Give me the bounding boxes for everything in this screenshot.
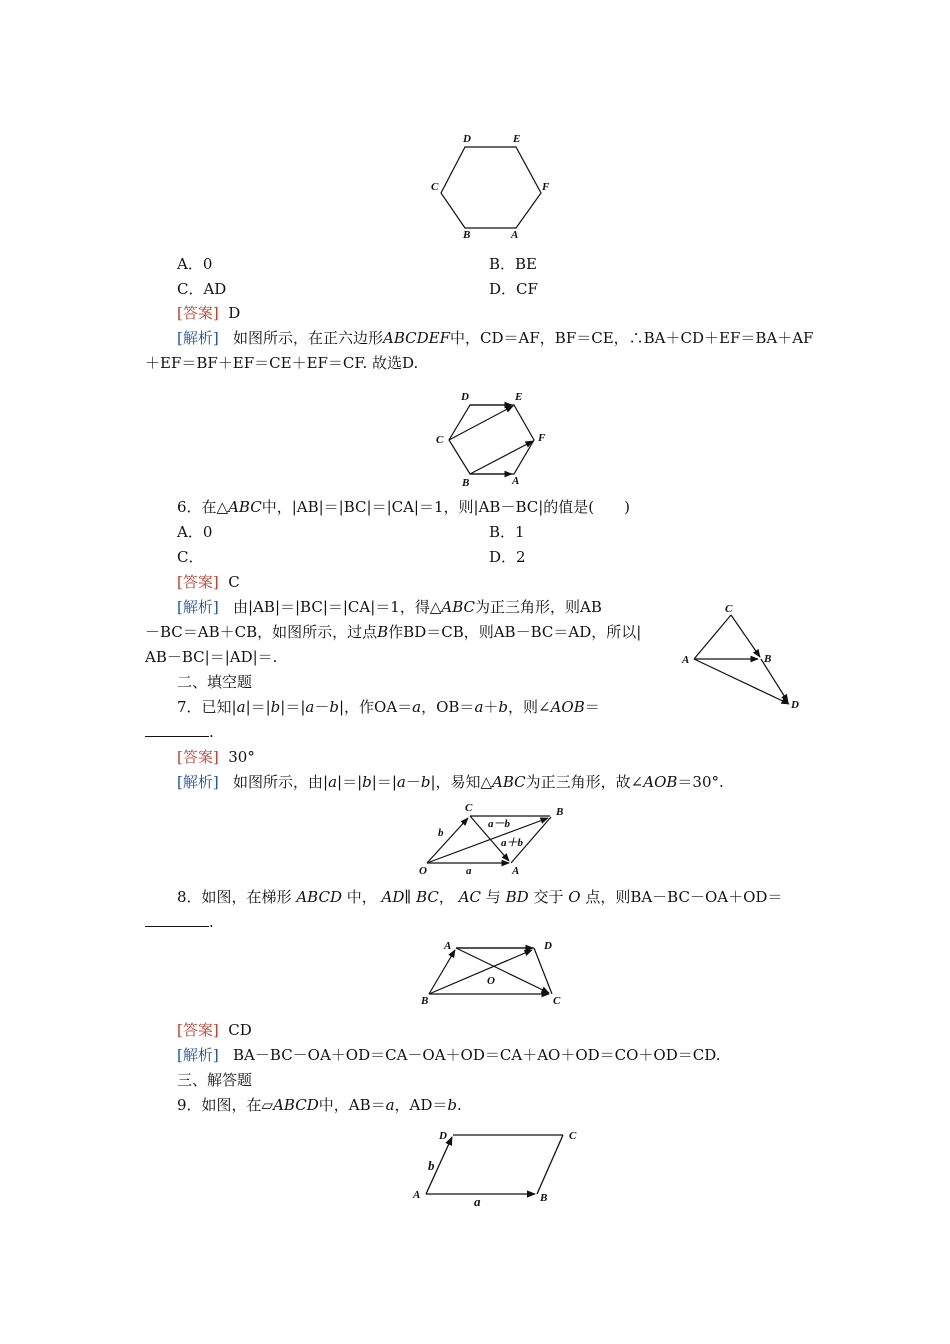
section-solutions: 三、解答题 <box>177 1071 253 1089</box>
trap-label-O: O <box>487 975 495 987</box>
hex1-label-C: C <box>431 181 439 193</box>
explanation-text: 作BD＝CB，则AB－BC＝AD，所以| <box>388 623 642 641</box>
q6-stem-text: 6．在△ <box>177 498 229 516</box>
answer-value: D <box>228 304 241 322</box>
par-label-b: b <box>438 827 444 839</box>
hex2-label-E: E <box>515 391 523 403</box>
q6-stem-text: 中，|AB|＝|BC|＝|CA|＝1，则|AB－BC|的值是( ) <box>261 498 630 516</box>
hex1-label-A: A <box>511 229 519 241</box>
par-label-C: C <box>465 802 473 814</box>
explanation-tag: [解析] <box>177 598 219 616</box>
tri-label-D: D <box>791 699 799 711</box>
para2-label-C: C <box>569 1130 577 1142</box>
side-BC <box>537 1135 563 1194</box>
tri-label-B: B <box>764 653 772 665</box>
tri-label-A: A <box>682 654 690 666</box>
section-fill-blank: 二、填空题 <box>177 673 253 691</box>
trap-label-D: D <box>544 940 552 952</box>
q5-option-b: B．BE <box>489 255 537 273</box>
q5-explanation-line2: ＋EF＝BF＋EF＝CE＋EF＝CF. 故选D. <box>145 354 419 372</box>
trap-label-B: B <box>421 995 429 1007</box>
explanation-var: ABC <box>441 598 476 616</box>
explanation-text: 为正三角形，则AB <box>475 598 602 616</box>
para2-label-D: D <box>439 1130 447 1142</box>
explanation-text: 如图所示，在正六边形 <box>233 329 384 347</box>
explanation-var: ABCDEF <box>383 329 451 347</box>
par-label-A: A <box>512 865 520 877</box>
trap-label-C: C <box>553 995 561 1007</box>
answer-tag: [答案] <box>177 304 219 322</box>
explanation-tag: [解析] <box>177 329 219 347</box>
par-label-a-plus-b: a＋b <box>501 837 523 849</box>
q9-stem: 9．如图，在▱ABCD中，AB＝a，AD＝b. <box>177 1096 462 1114</box>
hex2-label-A: A <box>512 475 520 487</box>
explanation-text: 由|AB|＝|BC|＝|CA|＝1，得△ <box>233 598 442 616</box>
q6-option-d: D．2 <box>489 548 526 566</box>
q7-stem: 7．已知|a|＝|b|＝|a－b|，作OA＝a，OB＝a＋b，则∠AOB＝ <box>177 698 600 716</box>
hex2-label-C: C <box>436 434 444 446</box>
explanation-var: B <box>377 623 389 641</box>
para2-label-A: A <box>413 1189 421 1201</box>
answer-value: 30° <box>228 748 255 766</box>
explanation-tag: [解析] <box>177 773 219 791</box>
answer-tag: [答案] <box>177 573 219 591</box>
explanation-tag: [解析] <box>177 1046 219 1064</box>
q6-option-c: C． <box>177 548 204 566</box>
hex1-label-D: D <box>463 133 471 145</box>
par-label-B: B <box>556 806 564 818</box>
par-label-O: O <box>419 865 427 877</box>
hex2-label-D: D <box>461 391 469 403</box>
q6-explanation-line3: AB－BC|＝|AD|＝. <box>145 648 278 666</box>
q6-option-b: B．1 <box>489 523 525 541</box>
hex2-label-F: F <box>538 432 546 444</box>
par-label-a-minus-b: a－b <box>488 818 510 830</box>
hex1-label-E: E <box>513 133 521 145</box>
q5-option-a: A．0 <box>177 255 213 273</box>
hex1-label-B: B <box>463 229 471 241</box>
q7-blank-line: . <box>145 722 214 742</box>
par-label-a: a <box>466 865 472 877</box>
explanation-text: －BC＝AB＋CB，如图所示，过点 <box>145 623 378 641</box>
para2-label-a: a <box>474 1194 481 1209</box>
q6-stem-var: ABC <box>228 498 262 516</box>
answer-tag: [答案] <box>177 1021 219 1039</box>
answer-value: C <box>228 573 240 591</box>
explanation-text: 中，CD＝AF，BF＝CE，∴BA＋CD＋EF＝BA＋AF <box>450 329 814 347</box>
para2-label-b: b <box>428 1158 435 1173</box>
q5-option-c: C．AD <box>177 280 227 298</box>
tri-label-C: C <box>725 603 733 615</box>
q8-stem: 8．如图，在梯形 ABCD 中， AD∥ BC， AC 与 BD 交于 O 点，则BA－BC－OA＋OD＝ <box>177 888 783 906</box>
q7-explanation: [解析] 如图所示，由|a|＝|b|＝|a－b|，易知△ABC为正三角形，故∠AOB＝30°. <box>177 773 724 791</box>
q6-option-a: A．0 <box>177 523 213 541</box>
trap-label-A: A <box>444 940 452 952</box>
para2-label-B: B <box>540 1192 548 1204</box>
q5-option-d: D．CF <box>489 280 538 298</box>
answer-tag: [答案] <box>177 748 219 766</box>
q8-blank-line: . <box>145 912 214 932</box>
answer-value: CD <box>228 1021 252 1039</box>
hex2-label-B: B <box>462 477 470 489</box>
hex1-label-F: F <box>542 181 550 193</box>
explanation-text: BA－BC－OA＋OD＝CA－OA＋OD＝CA＋AO＋OD＝CO＋OD＝CD. <box>233 1046 721 1064</box>
